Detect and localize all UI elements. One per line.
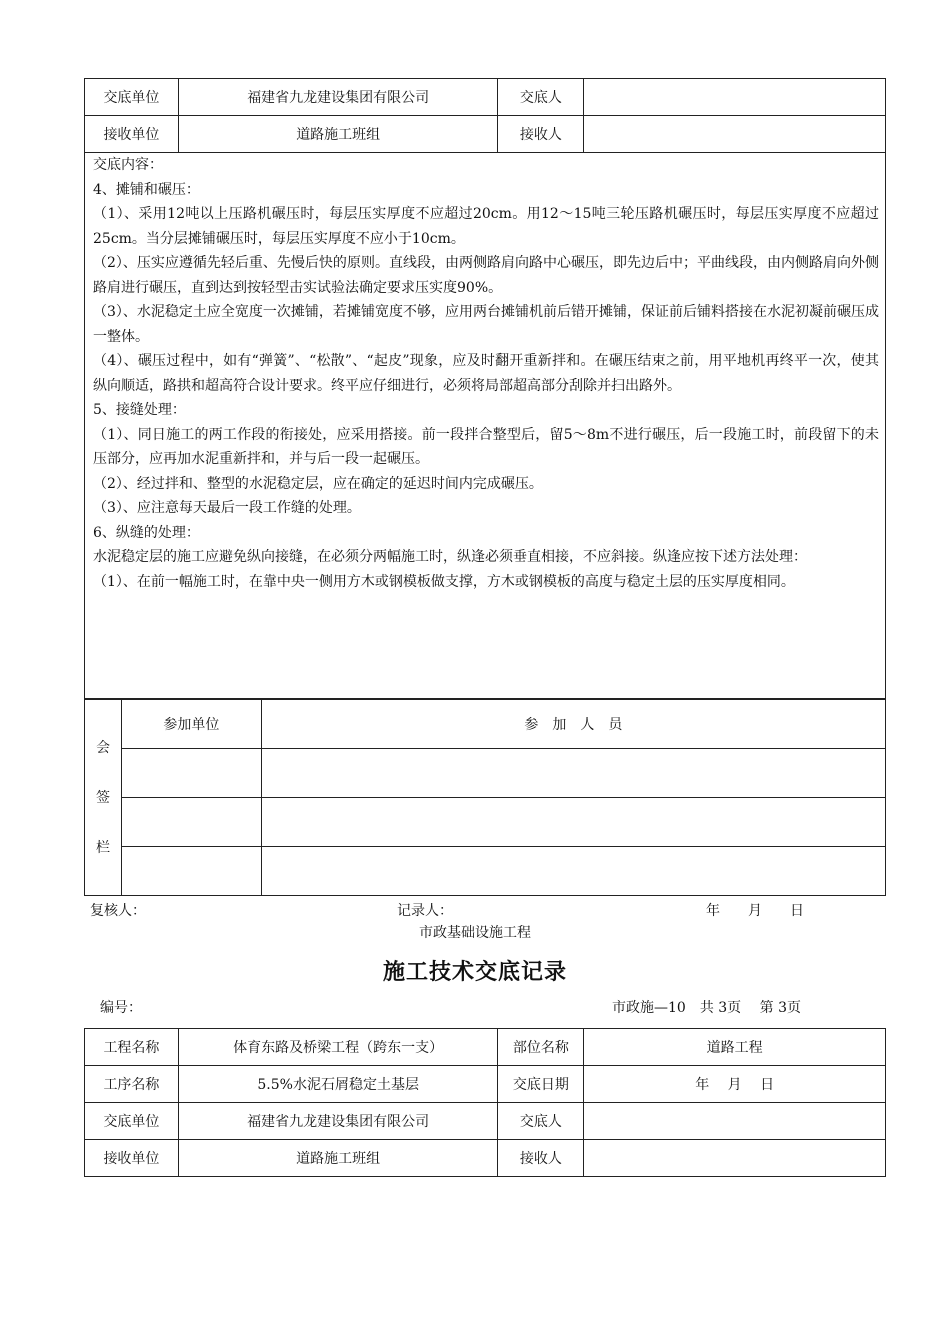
table-row [85,116,886,153]
cell-value: 年 月 日 [584,1066,886,1103]
cell-value: 5.5%水泥石屑稳定土基层 [178,1066,498,1103]
content-line: （4）、碾压过程中，如有“弹簧”、“松散”、“起皮”现象，应及时翻开重新拌和。在碾压结束之前，用平地机再终平一次，使其纵向顺适，路拱和超高符合设计要求。终平应仔细进行，必须将局部超高部分刮除并扫出路外。 [93,353,879,394]
table-row [85,798,886,847]
cell-label: 交底人 [498,79,584,116]
cell-label: 接收人 [498,116,584,153]
page-info: 市政施—10 共 3页 第 3页 [612,1000,801,1016]
side-char: 签 [95,789,110,806]
cell-label: 接收人 [498,1140,584,1177]
header-table [84,78,886,153]
cell-value [584,79,886,116]
people-header: 参 加 人 员 [261,700,885,749]
cell-value [584,1103,886,1140]
table-row [85,1066,886,1103]
table-row [85,1103,886,1140]
side-char: 会 [95,739,110,756]
cell-label: 交底人 [498,1103,584,1140]
content-line: 6、纵缝的处理： [93,524,200,541]
cell-label: 部位名称 [498,1029,584,1066]
table-row [85,700,886,749]
people-cell[interactable] [261,798,885,847]
disclosure-content [84,151,886,699]
table-row [85,847,886,896]
next-header-table [84,1028,886,1177]
content-line: 水泥稳定层的施工应避免纵向接缝，在必须分两幅施工时，纵逢必须垂直相接，不应斜接。纵逢应按下述方法处理： [93,549,807,565]
cell-value: 福建省九龙建设集团有限公司 [178,79,498,116]
cell-value: 福建省九龙建设集团有限公司 [178,1103,498,1140]
table-row [85,1140,886,1177]
cell-label: 交底单位 [85,1103,179,1140]
number-label: 编号： [100,1000,142,1016]
page-title: 施工技术交底记录 [382,959,567,985]
content-line: （2）、压实应遵循先轻后重、先慢后快的原则。直线段，由两侧路肩向路中心碾压，即先边后中；平曲线段，由内侧路肩向外侧路肩进行碾压，直到达到按轻型击实试验法确定要求压实度90%。 [93,255,879,296]
org-name: 市政基础设施工程 [419,925,531,941]
date-label: 年 月 日 [706,903,804,919]
signature-side-label [85,700,122,896]
content-line: （3）、水泥稳定土应全宽度一次摊铺，若摊铺宽度不够，应用两台摊铺机前后错开摊铺，保证前后铺料搭接在水泥初凝前碾压成一整体。 [93,304,879,345]
unit-header: 参加单位 [121,700,261,749]
reviewer-label: 复核人： [90,903,146,919]
content-line: （2）、经过拌和、整型的水泥稳定层，应在确定的延迟时间内完成碾压。 [93,475,543,492]
cell-value: 道路工程 [584,1029,886,1066]
cell-label: 接收单位 [85,116,179,153]
content-line: 4、摊铺和碾压： [93,181,200,198]
content-line: （1）、采用12吨以上压路机碾压时，每层压实厚度不应超过20cm。用12～15吨三轮压路机碾压时，每层压实厚度不应超过25cm。当分层摊铺碾压时，每层压实厚度不应小于10cm。 [93,206,879,247]
table-row [85,1029,886,1066]
cell-value: 道路施工班组 [178,116,498,153]
cell-label: 接收单位 [85,1140,179,1177]
people-cell[interactable] [261,749,885,798]
unit-cell[interactable] [121,749,261,798]
cell-value [584,1140,886,1177]
table-row [85,749,886,798]
cell-value [584,116,886,153]
content-line: 交底内容： [93,157,163,173]
unit-cell[interactable] [121,847,261,896]
signature-table [84,699,886,896]
table-row [85,79,886,116]
cell-label: 工程名称 [85,1029,179,1066]
cell-label: 交底单位 [85,79,179,116]
content-line: （3）、应注意每天最后一段工作缝的处理。 [93,500,361,516]
side-char: 栏 [95,839,110,856]
people-cell[interactable] [261,847,885,896]
content-line: （1）、同日施工的两工作段的衔接处，应采用搭接。前一段拌合整型后，留5～8m不进行碾压，后一段施工时，前段留下的未压部分，应再加水泥重新拌和，并与后一段一起碾压。 [93,426,879,467]
cell-value: 道路施工班组 [178,1140,498,1177]
content-line: （1）、在前一幅施工时，在靠中央一侧用方木或钢模板做支撑，方木或钢模板的高度与稳定土层的压实厚度相同。 [93,573,795,590]
cell-label: 工序名称 [85,1066,179,1103]
unit-cell[interactable] [121,798,261,847]
recorder-label: 记录人： [397,903,453,919]
content-line: 5、接缝处理： [93,402,186,418]
cell-label: 交底日期 [498,1066,584,1103]
cell-value: 体育东路及桥梁工程（跨东一支） [178,1029,498,1066]
